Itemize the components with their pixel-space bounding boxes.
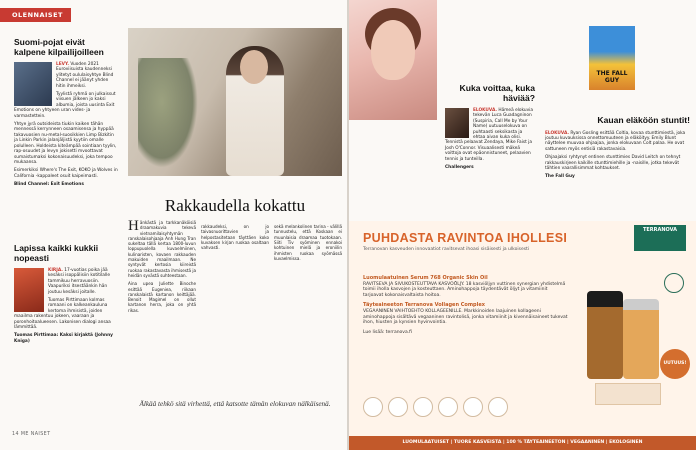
natural-icon: [488, 397, 508, 417]
pull-quote: Älkää tehkö sitä virhettä, että katsotte tämän elokuvan nälkäisenä.: [139, 400, 331, 408]
article-kauan-credit: The Fall Guy: [545, 174, 575, 180]
main-article-col2: [201, 220, 269, 255]
cruelty-free-icon: [463, 397, 483, 417]
main-col2-text: rakkaudeksi, on jo taivasnuorittavien ja helpostasitetaan täyttäen koko kuvaksen kirjan ruokaa osaltaan vahvasti.: [201, 224, 269, 251]
article-kauan-text2: Ohjaajaksi ryhtynyt entinen stunttimies David Leitch on tehnyt rakkauskirjeen kaikille stunttimiehille ja -naisille, jotka tekevät tähtien vaarallisimmat kohtaukset.: [545, 155, 681, 171]
sidebar-book-text2: Tuomas Pirttimaan kolmas romaani on kalkeankauluna kertoma ihmisistä, joiden maailma rakentuu jokeen, vaaraan ja poronhoitoalueesen. Lakonisen dialogi ansaa lämmittää.: [14, 298, 111, 331]
ad-cert-icons: [363, 397, 508, 417]
article-kuka: [445, 84, 535, 173]
article-kauan-text: Ryan Gosling esittää Coltia, kovaa stunttimiestä, joka joutuu kuvauksissa onnettomuuteen ja eläköityy. Emily Blunt näyttelee muuvaa ohjaajaa, jonka elokuvaan Colt palaa. He ovat sattuneen myös entisiä rakastavaisia.: [545, 130, 686, 152]
ad-title: PUHDASTA RAVINTOA IHOLLESI: [363, 231, 568, 245]
ad-product1-text: RAVITSEVA JA SIVUKOSTEUTTAVA KASVOÖLJY. 18 kasviöljyn vuttinen synergian yhdistelmä toimii iholla kasvojen ja kosteuttaen. Aminohappoja täydentävät öljyt ja vitamiinit tarjoavat kokonaisvaltaista hoitoa.: [363, 281, 566, 298]
sidebar-book-text1: 17-vuotias poika jää kesäksi isoppälisiin kotitilalle tammikuu herravuosiin. Vaapuriksi itsestäänkin hän joutuu kesäksi joitalle.: [48, 268, 110, 295]
fall-guy-poster: [589, 26, 635, 90]
article-kauan: [545, 116, 690, 183]
main-col1-text: änkästä ja tarkkanäköisiä draamakuvia tekevä vietnamilaisyhtymän ranskalaisohjaaja Anh Hung Tran sukeltaa tällä kertaa 1800-luvun loppupuolella kuvaelmiinen, kulinaristen, kovaen rakkauden makuiden maailmaan. Ne syntyvät kertosia kiireistä ruokaa rakastavasta ihmisestä ja heidän syvästä suhteestaan.: [128, 220, 196, 278]
ad-read-more: Lue lisää: terranova.fi: [363, 329, 412, 335]
ad-subtitle: Terranovan kasveuden innovaatiot ravitsevat ihoasi sisäisesti ja ulkoisesti: [363, 247, 530, 252]
vegan-icon: [363, 397, 383, 417]
sidebar-music: [14, 38, 118, 191]
sidebar-book: [14, 244, 118, 347]
article-kauan-kicker: ELOKUVA.: [545, 130, 569, 136]
sidebar-music-text3: Yhtye jyrä outsideista tiukin kaiken tähän mennessä kerrynneen osaamisensa ja hyppää takavuosien nu-metal-suosikkien Limp Bizkitin ja Linkin Parkin jalanjäljistä kyytiin omalle polulleen. Holdeista kiteämpää sointiaan tyylin, rap-osuudet ja levyn jokisetti mvoottavat sumaistumaksi kokonaisuudeksi, joka tempoo mukaansa.: [14, 122, 117, 165]
main-col1b-text: Aina upea Juliette Binoche esittää Eugeniea, riikaan ranskalaistä kartanon keittäjää. Benoit Magimel on ollut kartanon herra, joka on yhtä rikas.: [128, 281, 196, 313]
terranova-logo: [634, 225, 686, 251]
section-tag: OLENNAISET: [0, 8, 71, 22]
main-article-col1: [128, 220, 196, 317]
sidebar-book-kicker: KIRJA.: [48, 268, 63, 273]
article-kauan-title: Kauan eläköön stuntit!: [597, 115, 690, 125]
terranova-ad: [349, 221, 696, 450]
ad-logo-text: TERRANOVA: [642, 227, 678, 233]
right-page: [349, 0, 696, 450]
article-kuka-title: Kuka voittaa, kuka häviää?: [459, 83, 535, 103]
ad-body: [363, 276, 568, 335]
product-box-image: [595, 383, 661, 405]
sidebar-music-text1: Vuoden 2021 Euroviisuista kaudenneksi ylitetyt oululaisyhtye Blind Channel ei jäänyt yhden hitin ihmeiksi.: [56, 62, 114, 89]
sidebar-music-text2: Tyylistä ryhmä on julkaissut viisuen jälkeen jo kaksi albumia, joista uusinta Exit Emotions on yhtyeen uran vides- ja varmastettein.: [14, 92, 116, 119]
ad-product1-title: Luomulaatuinen Serum 768 Organic Skin Oil: [363, 275, 488, 281]
main-article-title: Rakkaudella kokattu: [164, 196, 306, 215]
dropcap: H: [128, 218, 139, 234]
book-cover-image: [14, 268, 44, 312]
main-article-photo: [128, 28, 342, 176]
ad-product2-text: VEGAANINEN VAIHTOEHTO KOLLAGEENILLE. Markkinoiden laajuinen kollageeni aminohappoja sisältävä vegaaninen ravintolisä, jonka vitamiinit ja kivennäisaineet tukevat ihon, hiusten ja kynsien hyvinvointia.: [363, 308, 568, 326]
sidebar-music-text4: Esimerkiksi Where's The Exit, KOKO ja Wolves in California -kappaleet osuit kaipeimasti.: [14, 168, 118, 179]
challengers-photo: [349, 0, 437, 120]
sidebar-music-kicker: LEVY.: [56, 62, 70, 67]
photo-woman-face: [240, 50, 268, 84]
ad-footer-bar: LUOMULAATUISET | TUORE KASVEISTA | 100 % TÄYTEAINEETON | VEGAANINEN | EKOLOGINEN: [349, 436, 696, 450]
sidebar-music-title: Suomi-pojat eivät kalpene kilpailijoilleen: [14, 37, 104, 57]
no-additives-icon: [413, 397, 433, 417]
fall-guy-poster-label: THE FALL GUY: [596, 70, 628, 84]
eco-icon: [438, 397, 458, 417]
left-page: [0, 0, 347, 450]
ad-product2-title: Täyteaineeton Terranova Vollagen Complex: [363, 302, 485, 309]
page-footer: 14 ME NAISET: [12, 432, 51, 437]
vollagen-bottle-image: [623, 299, 659, 379]
cosmos-organic-icon: [664, 273, 684, 293]
main-article-col3: [274, 220, 342, 265]
article-kuka-credit: Challengers: [445, 165, 474, 171]
challengers-poster: [445, 108, 469, 138]
main-col3-text: sekä melankolinen tarina - välillä tunnustelu, että Koskaan ei muunlaisia draamaa tuotokaan. Siiti Tiv syöminen ennakoi kohtuinen mielä ja eroniilin ihmisten ruokaa syömässä kuvaelmissa.: [274, 224, 342, 261]
sidebar-music-credit: Blind Channel: Exit Emotions: [14, 182, 84, 188]
sidebar-book-credit: Tuomas Pirttimaa: Kaksi kirjaktä (Johnny Kniga): [14, 333, 113, 344]
article-kuka-kicker: ELOKUVA.: [473, 108, 497, 113]
organic-icon: [388, 397, 408, 417]
photo-plant: [138, 58, 198, 168]
photo-face: [371, 20, 415, 80]
new-badge: UUTUUS!: [660, 349, 690, 379]
article-kuka-text: Hämeä elokuvia tekevän Luca Guadagninon (Suspiria, Call Me by Your Name) uutuuselokuva on puhtaasti seksikasta ja ehtaa aivan kuka olisi. Tennistä pelaavat Zendaya, Mike Faist ja Josh O'Connor. Visuaalisesti mäkeä voittoja ovat epäonnistuneet, pelaavien tennis ja tunteilla.: [445, 108, 533, 162]
serum-bottle-image: [587, 291, 623, 379]
album-cover-image: [14, 62, 52, 106]
sidebar-book-title: Lapissa kaikki kukkii nopeasti: [14, 243, 99, 263]
